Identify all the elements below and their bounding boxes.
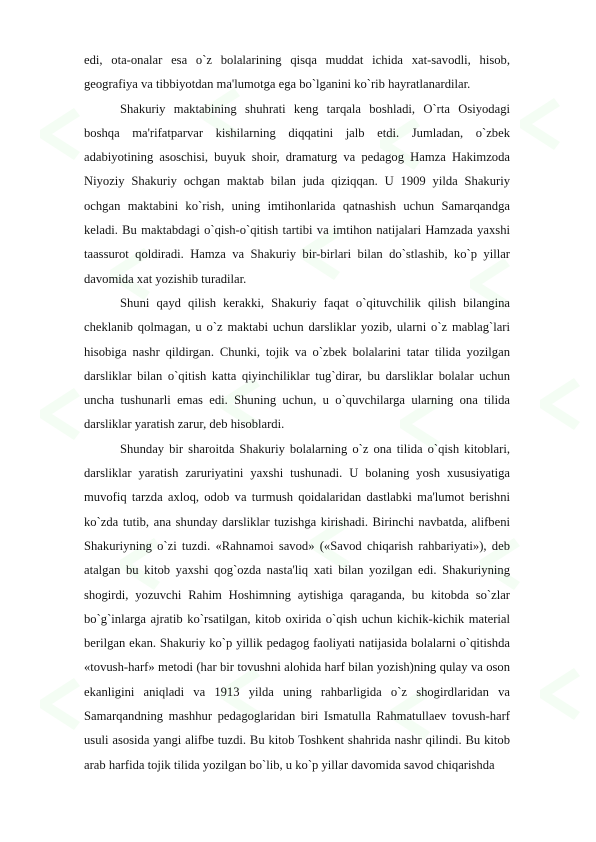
paragraph: Shunday bir sharoitda Shakuriy bolalarning o`z ona tilida o`qish kitoblari, darsliklar yaratish zaruriyatini yaxshi tushunadi. U bolaning yosh xususiyatiga muvofiq tarzda axloq, odob va turmush qoidalaridan dastlabki ma'lumot berishni ko`zda tutib, ana shunday darsliklar tuzishga kirishadi. Birinchi navbatda, alifbeni Shakuriyning o`zi tuzdi. «Rahnamoi savod» («Savod chiqarish rahbariyati»), deb atalgan bu kitob yaxshi qog`ozda nasta'liq xati bilan yozilgan edi. Shakuriyning shogirdi, yozuvchi Rahim Hoshimning aytishiga qaraganda, bu kitobda so`zlar bo`g`inlarga ajratib ko`rsatilgan, kitob oxirida o`qish uchun kichik-kichik material berilgan ekan. Shakuriy ko`p yillik pedagog faoliyati natijasida bolalarni o`qitishda «tovush-harf» metodi (har bir tovushni alohida harf bilan yozish)ning qulay va oson ekanligini aniqladi va 1913 yilda uning rahbarligida o`z shogirdlaridan va Samarqandning mashhur pedagoglaridan biri Ismatulla Rahmatullaev tovush-harf usuli asosida yangi alifbe tuzdi. Bu kitob Toshkent shahrida nashr qilindi. Bu kitob arab harfida tojik tilida yozilgan bo`lib, u ko`p yillar davomida savod chiqarishda [84, 441, 510, 772]
paragraph: edi, ota-onalar esa o`z bolalarining qisqa muddat ichida xat-savodli, hisob, geografiya va tibbiyotdan ma'lumotga ega bo`lganini ko`rib hayratlanardilar. [84, 53, 510, 92]
paragraph: Shakuriy maktabining shuhrati keng tarqala boshladi, O`rta Osiyodagi boshqa ma'rifatparvar kishilarning diqqatini jalb etdi. Jumladan, o`zbek adabiyotining asoschisi, buyuk shoir, dramaturg va pedagog Hamza Hakimzoda Niyoziy Shakuriy ochgan maktab bilan juda qiziqqan. U 1909 yilda Shakuriy ochgan maktabini ko`rish, uning imtihonlarida qatnashish uchun Samarqandga keladi. Bu maktabdagi o`qish-o`qitish tartibi va imtihon natijalari Hamzada yaxshi taassurot qoldiradi. Hamza va Shakuriy bir-birlari bilan do`stlashib, ko`p yillar davomida xat yozishib turadilar. [84, 101, 510, 286]
paragraph: Shuni qayd qilish kerakki, Shakuriy faqat o`qituvchilik qilish bilangina cheklanib qolmagan, u o`z maktabi uchun darsliklar yozib, ularni o`z mablag`lari hisobiga nashr qildirgan. Chunki, tojik va o`zbek bolalarini tatar tilida yozilgan darsliklar bilan o`qitish katta qiyinchiliklar tug`dirar, bu darsliklar bolalar uchun uncha tushunarli emas edi. Shuning uchun, u o`quvchilarga ularning ona tilida darsliklar yaratish zarur, deb hisoblardi. [84, 295, 510, 432]
document-body [84, 48, 510, 777]
